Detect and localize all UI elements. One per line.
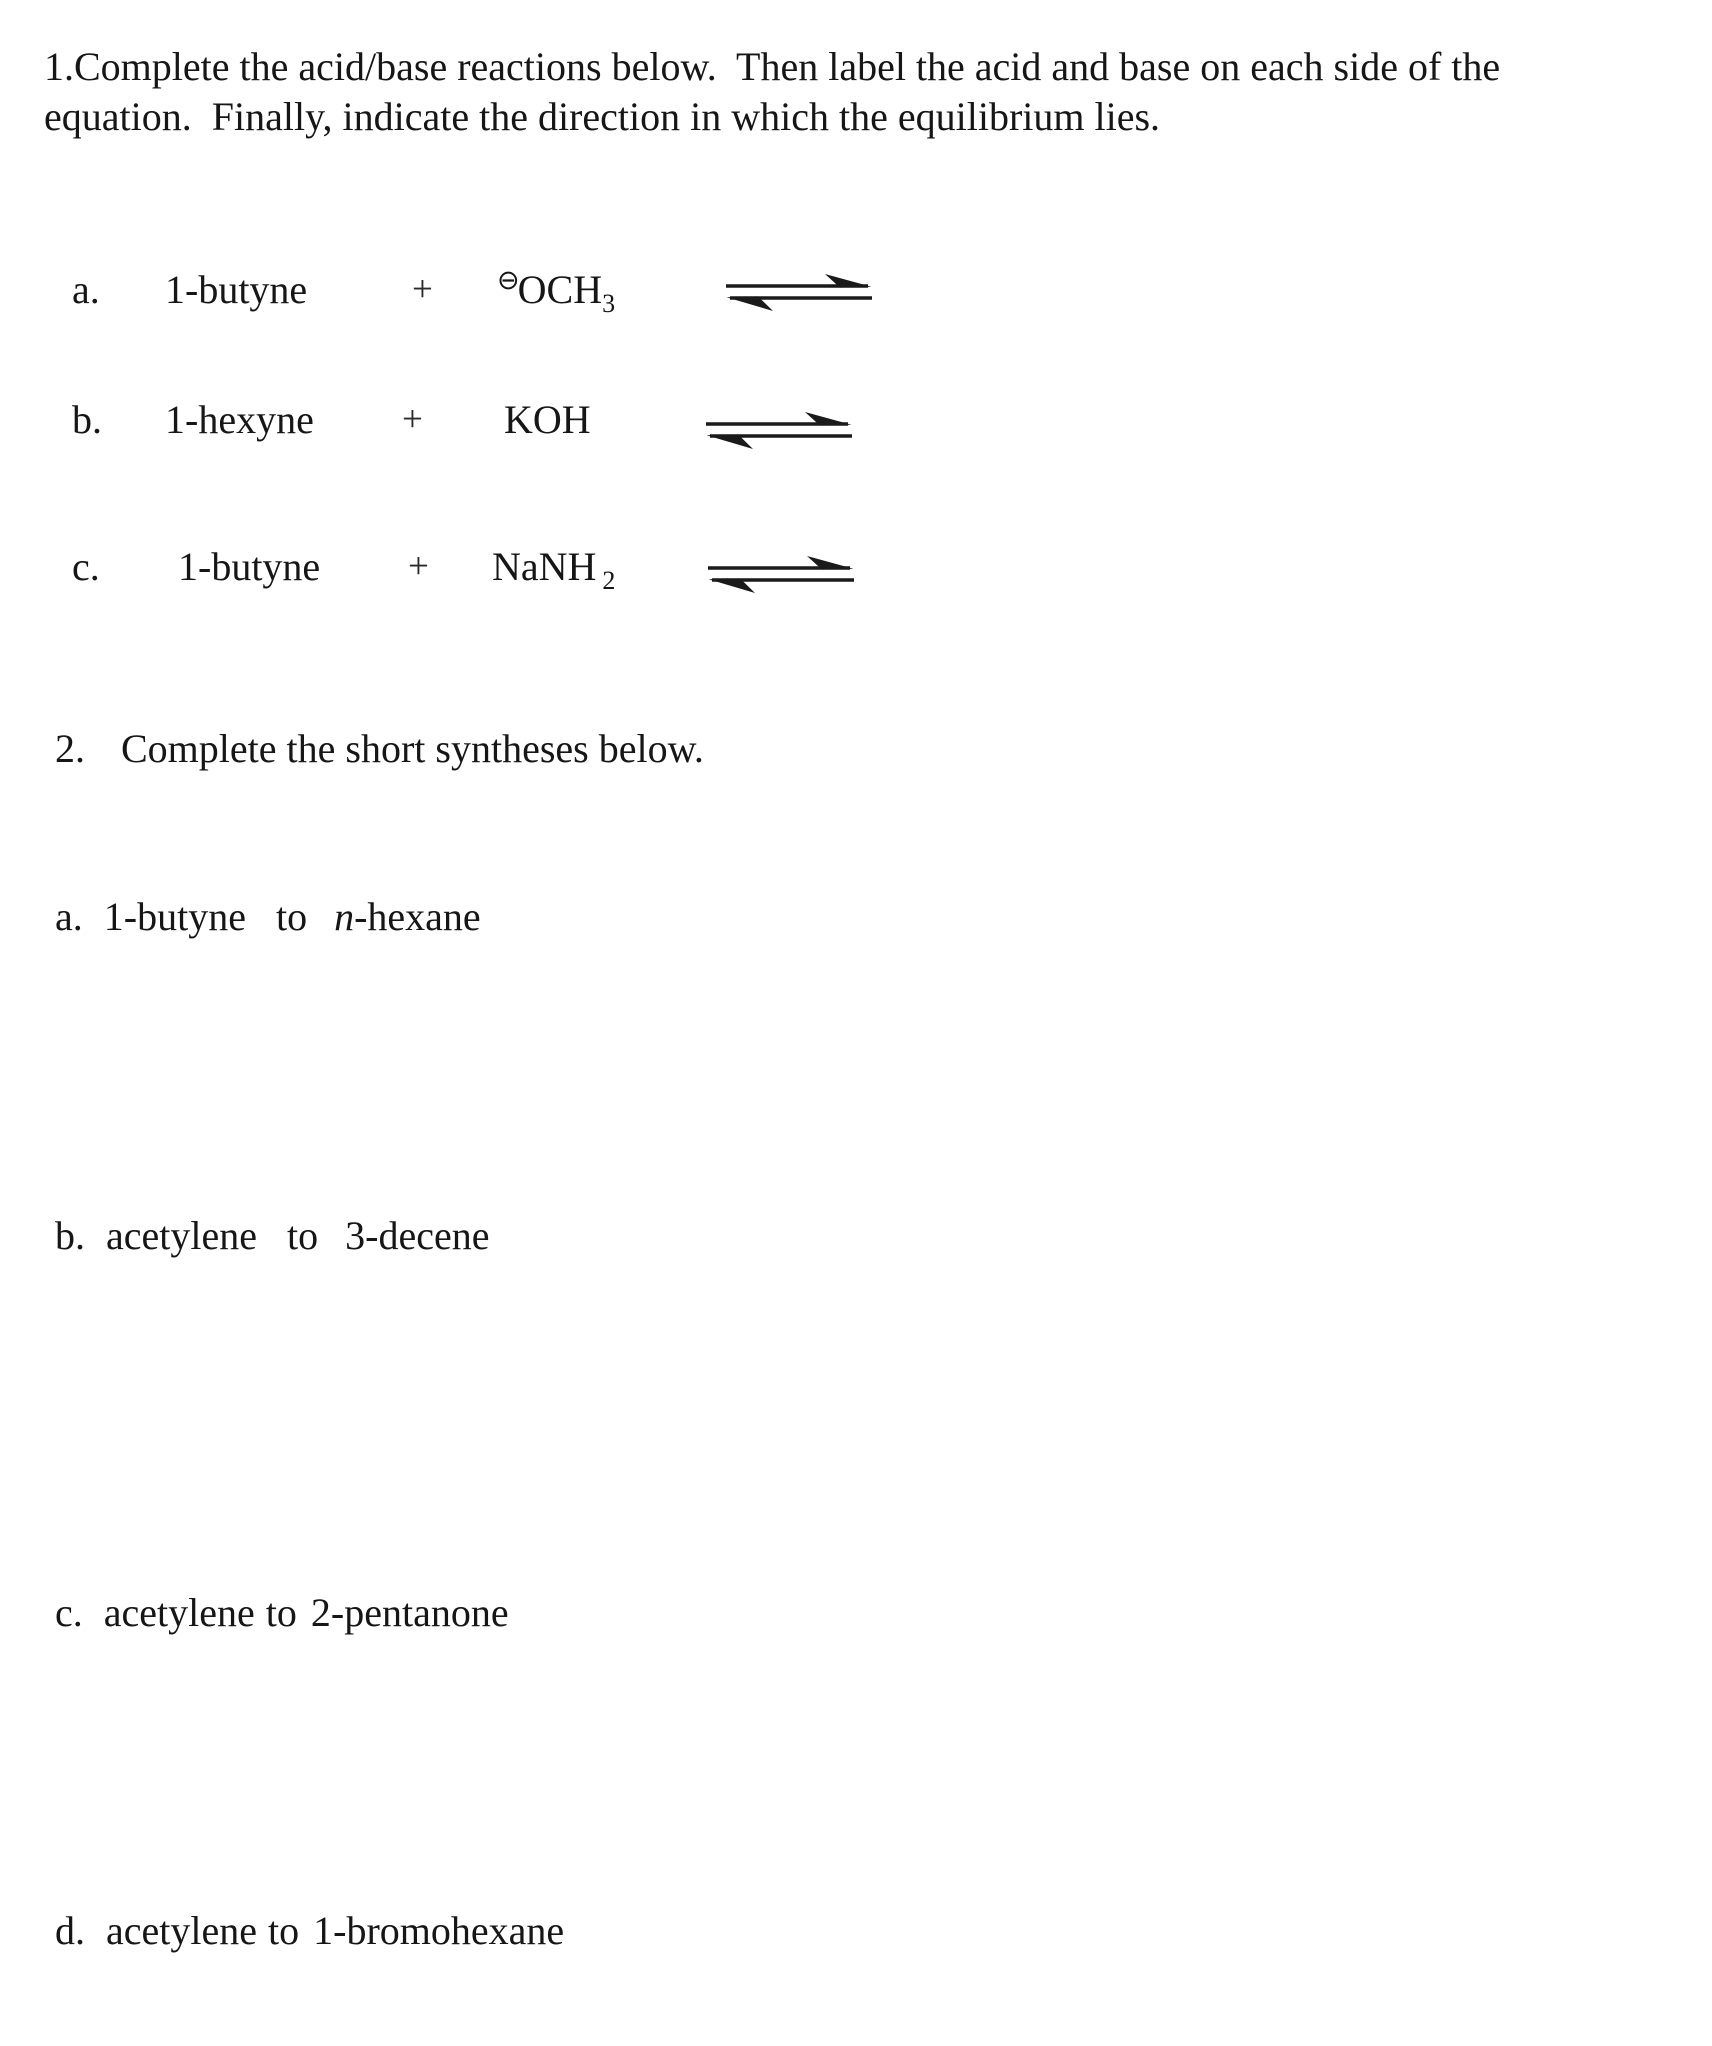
reaction-b-reactant2: KOH — [504, 397, 591, 442]
reaction-b — [0, 396, 1712, 466]
plus-operator: + — [402, 399, 423, 440]
equilibrium-arrow-icon — [706, 411, 852, 451]
synthesis-item-d-product: 1-bromohexane — [313, 1908, 565, 1953]
synthesis-item-c-start: acetylene — [103, 1590, 255, 1635]
plus-operator: + — [408, 546, 429, 587]
synthesis-item-c-label: c. — [55, 1590, 83, 1635]
to-word: to — [265, 1590, 297, 1635]
reaction-a-reactant2-subscript: 3 — [602, 289, 616, 318]
reaction-a — [0, 266, 1712, 336]
synthesis-item-b-product: 3-decene — [345, 1213, 490, 1258]
reaction-b-reactant1: 1-hexyne — [165, 397, 314, 442]
reaction-c — [0, 543, 1712, 613]
negative-charge-icon: ⊖ — [497, 265, 520, 296]
synthesis-item-b-start: acetylene — [106, 1213, 257, 1258]
reaction-c-reactant2-formula: NaNH — [492, 544, 597, 589]
reaction-b-label: b. — [72, 397, 102, 442]
equilibrium-arrow-icon — [708, 555, 854, 595]
plus-operator: + — [412, 269, 433, 310]
problem2-heading — [55, 725, 704, 773]
reaction-c-reactant1: 1-butyne — [178, 544, 321, 589]
synthesis-item-a-start: 1-butyne — [103, 894, 246, 939]
reaction-a-reactant2 — [497, 266, 615, 319]
problem1-instructions — [44, 42, 1500, 142]
synthesis-item-b — [55, 1212, 489, 1260]
synthesis-item-d — [55, 1907, 564, 1955]
problem1-instruction-line2: equation. Finally, indicate the direction in which the equilibrium lies. — [44, 94, 1161, 139]
synthesis-item-d-start: acetylene — [106, 1908, 257, 1953]
reaction-a-reactant2-formula: OCH — [517, 267, 603, 312]
reaction-a-label: a. — [72, 267, 100, 312]
problem2-number: 2. — [55, 726, 85, 771]
reaction-c-label: c. — [72, 544, 100, 589]
problem2-instruction: Complete the short syntheses below. — [121, 726, 704, 771]
reaction-c-reactant2 — [492, 543, 616, 595]
to-word: to — [275, 894, 308, 939]
synthesis-item-a-product-prefix: n — [334, 894, 355, 939]
reaction-c-reactant2-subscript: 2 — [602, 566, 616, 595]
to-word: to — [287, 1213, 319, 1258]
synthesis-item-a-label: a. — [55, 894, 83, 939]
problem1-instruction-line1: 1.Complete the acid/base reactions below. Then label the acid and base on each side of the — [44, 44, 1501, 89]
synthesis-item-a — [55, 893, 481, 941]
synthesis-item-b-label: b. — [55, 1213, 85, 1258]
to-word: to — [268, 1908, 300, 1953]
synthesis-item-c-product: 2-pentanone — [310, 1590, 509, 1635]
synthesis-item-d-label: d. — [55, 1908, 85, 1953]
synthesis-item-c — [55, 1589, 509, 1637]
synthesis-item-a-product: -hexane — [354, 894, 481, 939]
reaction-a-reactant1: 1-butyne — [165, 267, 308, 312]
equilibrium-arrow-icon — [726, 273, 872, 313]
